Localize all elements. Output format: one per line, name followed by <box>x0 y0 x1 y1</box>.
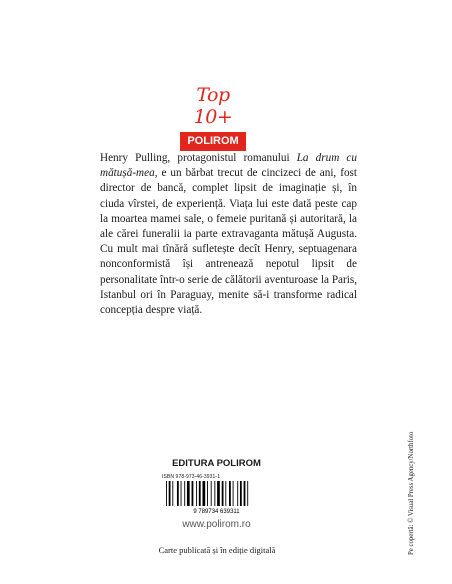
series-name: Top 10+ <box>193 84 233 128</box>
series-logo <box>178 84 248 151</box>
publisher-name: EDITURA POLIROM <box>172 458 261 469</box>
website-url: www.polirom.ro <box>182 519 251 530</box>
digital-edition-note: Carte publicată și în ediție digitală <box>158 545 276 555</box>
barcode <box>160 481 273 514</box>
isbn-label: ISBN 978-973-46-3931-1 <box>162 474 221 480</box>
blurb-text <box>100 151 357 318</box>
barcode-digits: 9 789734 639311 <box>193 509 240 514</box>
blurb-part-2: , e un bărbat trecut de cincizeci de ani, fost director de bancă, complet lipsit de imaginație și, în ciuda vîrstei, de experiență. Viața lui este dată peste cap la moartea mamei sale, o femeie puritană și autoritară, la ale cărei funeralii ia parte extravaganta mătușă Augusta. Cu mult mai tînără sufletește decît Henry, septuagenara nonconformistă își antrenează nepotul lipsit de personalitate într-o serie de călătorii aventuroase la Paris, Istanbul ori în Paraguay, menite să-i transforme radical concepția despre viață. <box>100 167 357 317</box>
cover-photo-credit: Pe copertă: © Visual Press Agency/Northfoto <box>408 431 415 555</box>
blurb-part-1: Henry Pulling, protagonistul romanului <box>100 152 297 164</box>
book-title: La drum cu mătușă-mea <box>100 152 357 180</box>
publisher-badge: POLIROM <box>180 132 246 151</box>
